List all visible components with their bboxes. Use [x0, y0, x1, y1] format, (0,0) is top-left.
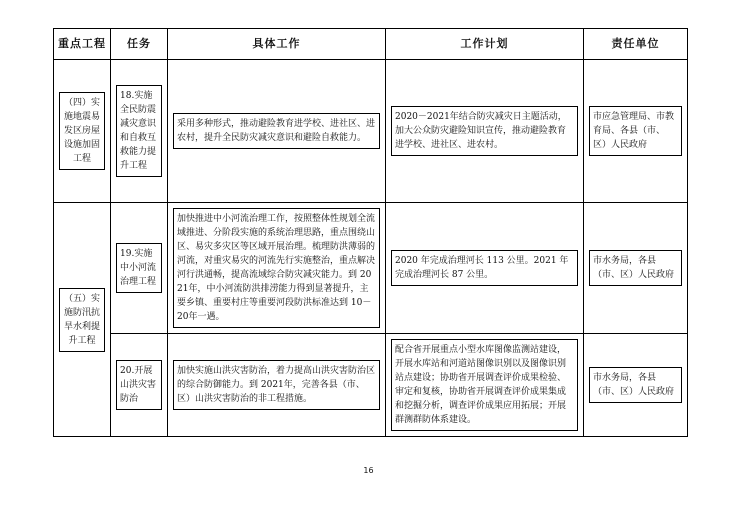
specific-work-cell [168, 203, 386, 334]
responsible-unit-text: 市应急管理局、市教育局、各县（市、区）人民政府 [589, 106, 682, 156]
header-specific-work: 具体工作 [168, 29, 386, 60]
task-cell [111, 334, 168, 437]
specific-work-text: 加快实施山洪灾害防治，着力提高山洪灾害防治区的综合防御能力。到 2021年，完善各县（市、区）山洪灾害防治的非工程措施。 [173, 360, 380, 410]
task-text: 18.实施全民防震减灾意识和自救互救能力提升工程 [116, 85, 162, 177]
table-row [54, 334, 688, 437]
task-cell [111, 203, 168, 334]
responsible-unit-text: 市水务局，各县（市、区）人民政府 [589, 250, 682, 286]
header-work-plan: 工作计划 [386, 29, 584, 60]
responsible-unit-cell [584, 60, 688, 203]
work-table [53, 28, 688, 437]
work-plan-text: 2020 年完成治理河长 113 公里。2021 年完成治理河长 87 公里。 [391, 250, 578, 286]
header-key-project: 重点工程 [54, 29, 111, 60]
key-project-cell [54, 60, 111, 203]
key-project-text: （四）实施地震易发区房屋设施加固工程 [59, 92, 105, 170]
key-project-cell [54, 203, 111, 437]
work-plan-text: 配合省开展重点小型水库图像监测站建设，开展水库站和河道站图像识别以及图像识别站点建设；协助省开展调查评价成果检验、审定和复核，协助省开展调查评价成果集成和挖掘分析，调查评价成果应用拓展；开展群测群防体系建设。 [391, 339, 578, 431]
specific-work-text: 采用多种形式，推动避险教育进学校、进社区、进农村，提升全民防灾减灾意识和避险自救能力。 [173, 113, 380, 149]
responsible-unit-cell [584, 203, 688, 334]
page-number: 16 [363, 466, 374, 475]
table-row [54, 203, 688, 334]
responsible-unit-text: 市水务局，各县（市、区）人民政府 [589, 367, 682, 403]
task-text: 20.开展山洪灾害防治 [116, 360, 162, 410]
responsible-unit-cell [584, 334, 688, 437]
work-plan-cell [386, 334, 584, 437]
key-project-text: （五）实施防汛抗旱水利提升工程 [59, 288, 105, 352]
task-text: 19.实施中小河流治理工程 [116, 243, 162, 293]
specific-work-cell [168, 60, 386, 203]
task-cell [111, 60, 168, 203]
table-row [54, 60, 688, 203]
work-plan-cell [386, 60, 584, 203]
specific-work-text: 加快推进中小河流治理工作，按照整体性规划全流域推进、分阶段实施的系统治理思路，重点围绕山区、易灾多灾区等区域开展治理。梳理防洪薄弱的河流，对重灾易灾的河流先行实施整治，重点解决河行洪通畅，提高流域综合防灾减灾能力。到 2021年，中小河流防洪排涝能力得到显著提升，主要乡镇、重要村庄等重要河段防洪标准达到 10－20年一遇。 [173, 208, 380, 328]
table-header-row [54, 29, 688, 60]
header-responsible-unit: 责任单位 [584, 29, 688, 60]
header-task: 任务 [111, 29, 168, 60]
specific-work-cell [168, 334, 386, 437]
work-plan-text: 2020－2021年结合防灾减灾日主题活动，加大公众防灾避险知识宣传，推动避险教育进学校、进社区、进农村。 [391, 106, 578, 156]
work-plan-cell [386, 203, 584, 334]
